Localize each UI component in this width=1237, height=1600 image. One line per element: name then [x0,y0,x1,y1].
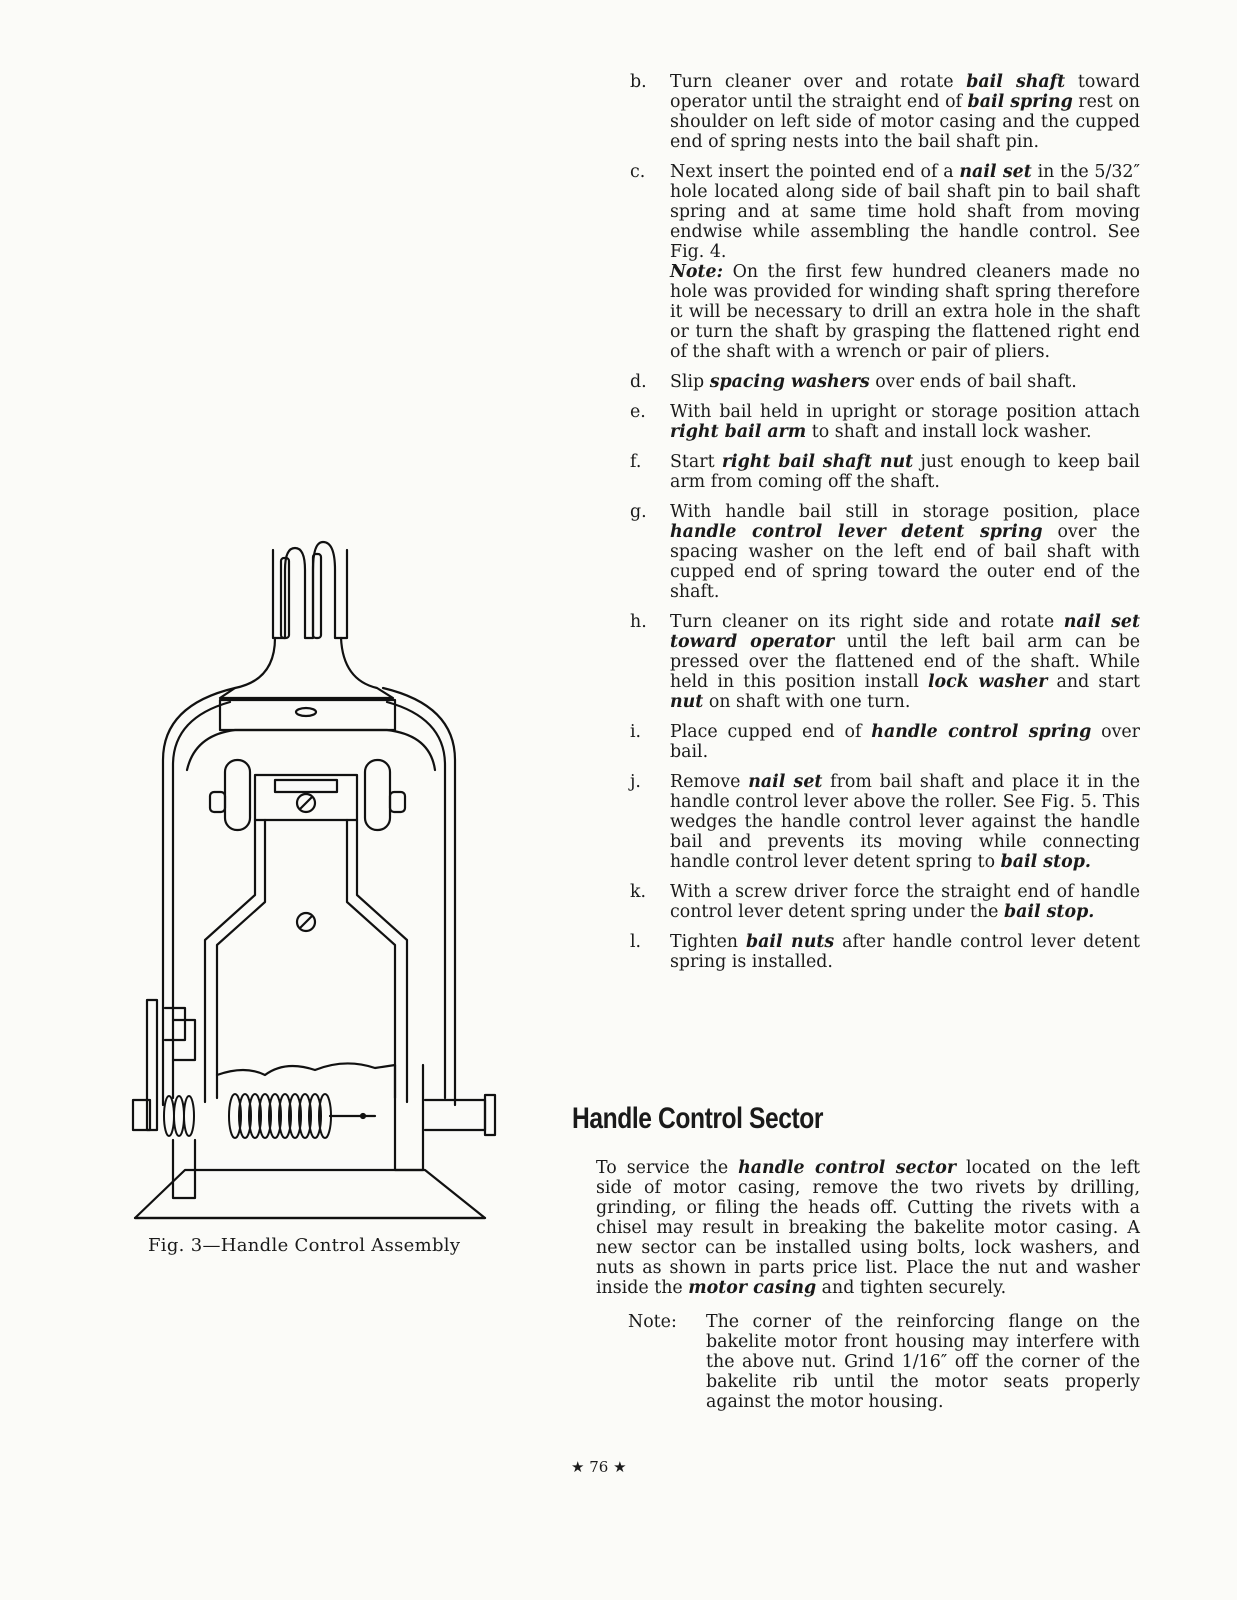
paragraph-text: located on the left side of motor casing, remove the two rivets by drilling, grinding, or filing the heads off. Cutting the rivets with a chisel may result in breaking the bakelite motor casing. A new sector can be installed using bolts, lock washers, and nuts as shown in parts price list. Place the nut and washer inside the [596,1158,1141,1298]
bridge-hole [296,708,316,716]
step-emphasis: right bail shaft nut [721,452,914,472]
step-text: on shaft with one turn. [703,692,911,712]
step-letter: h. [630,612,647,632]
step-l [630,932,1140,972]
step-emphasis: bail nuts [745,932,835,952]
step-note [670,262,1140,362]
paragraph-emphasis: handle control sector [738,1158,957,1178]
step-text: With handle bail still in storage position, place [670,502,1140,522]
step-letter: f. [630,452,642,472]
step-text: Remove [670,772,749,792]
step-letter: l. [630,932,642,952]
bail-spring [164,1094,331,1138]
step-k [630,882,1140,922]
step-text: With bail held in upright or storage position attach [670,402,1140,422]
handle-control-assembly-drawing [125,530,510,1230]
step-text: Turn cleaner over and rotate [670,72,967,92]
paragraph-text: To service the [596,1158,739,1178]
step-text: toward operator until the straight end of [670,72,1140,112]
step-text: Start [670,452,722,472]
step-emphasis: lock washer [927,672,1048,692]
step-text: Tighten [670,932,746,952]
step-text: over ends of bail shaft. [869,372,1077,392]
fork-slot-right [313,554,321,638]
step-emphasis: bail spring [967,92,1073,112]
roller-left [225,760,250,830]
step-c [630,162,1140,362]
step-g [630,502,1140,602]
step-letter: c. [630,162,646,182]
step-text: Place cupped end of [670,722,872,742]
section-note [628,1312,1140,1412]
step-text: in the 5/32″ hole located along side of bail shaft pin to bail shaft spring and at same time hold shaft from moving endwise while assembling the handle control. See Fig. 4. [670,162,1140,262]
figure-handle-control-assembly [125,530,510,1260]
note-text: On the first few hundred cleaners made no hole was provided for winding shaft spring therefore it will be necessary to drill an extra hole in the shaft or turn the shaft by grasping the flattened right end of the shaft with a wrench or pair of pliers. [670,262,1140,362]
step-text: to shaft and install lock washer. [806,422,1092,442]
step-text: With a screw driver force the straight end of handle control lever detent spring under the [670,882,1140,922]
step-emphasis: nail set [748,772,823,792]
step-emphasis: nut [670,692,704,712]
step-text: just enough to keep bail arm from coming off the shaft. [670,452,1140,492]
step-b [630,72,1140,152]
step-text: Next insert the pointed end of a [670,162,960,182]
note-text: The corner of the reinforcing flange on the bakelite motor front housing may interfere with the above nut. Grind 1/16″ off the corner of the bakelite rib until the motor seats properly against the motor housing. [706,1312,1140,1412]
step-text: until the left bail arm can be pressed over the flattened end of the shaft. While held in this position install [670,632,1140,692]
step-d [630,372,1140,392]
section-heading: Handle Control Sector [572,1102,824,1135]
step-letter: d. [630,372,647,392]
step-j [630,772,1140,872]
step-emphasis: handle control lever detent spring [670,522,1043,542]
step-h [630,612,1140,712]
step-text: Slip [670,372,710,392]
step-f [630,452,1140,492]
step-text: Turn cleaner on its right side and rotate [670,612,1064,632]
step-text: from bail shaft and place it in the handle control lever above the roller. See Fig. 5. This wedges the handle control lever against the handle bail and prevents its moving while connecting handle control lever detent spring to [670,772,1140,872]
step-emphasis: bail shaft [966,72,1066,92]
step-letter: i. [630,722,642,742]
step-i [630,722,1140,762]
step-letter: k. [630,882,647,902]
note-label: Note: [628,1312,677,1332]
paragraph-emphasis: motor casing [688,1278,817,1298]
step-emphasis: nail set [959,162,1032,182]
step-letter: b. [630,72,647,92]
section-paragraph [596,1158,1140,1298]
paragraph-text: and tighten securely. [816,1278,1007,1298]
step-emphasis: spacing washers [709,372,870,392]
step-letter: j. [630,772,641,792]
step-text: rest on shoulder on left side of motor casing and the cupped end of spring nests into the bail shaft pin. [670,92,1140,152]
page-number: ★ 76 ★ [571,1458,627,1476]
figure-caption: Fig. 3—Handle Control Assembly [148,1235,461,1256]
step-text: and start [1047,672,1140,692]
step-letter: g. [630,502,647,522]
step-emphasis: bail stop. [1000,852,1091,872]
step-text: after handle control lever detent spring is installed. [670,932,1140,972]
step-text: over the spacing washer on the left end of bail shaft with cupped end of spring toward the outer end of the shaft. [670,522,1140,602]
roller-right [365,760,390,830]
step-emphasis: right bail arm [670,422,807,442]
step-text: over bail. [670,722,1140,762]
step-emphasis: nail set toward operator [670,612,1140,652]
step-emphasis: handle control spring [871,722,1092,742]
step-e [630,402,1140,442]
step-letter: e. [630,402,646,422]
note-label: Note: [670,262,724,282]
step-emphasis: bail stop. [1003,902,1095,922]
assembly-steps [630,72,1140,982]
